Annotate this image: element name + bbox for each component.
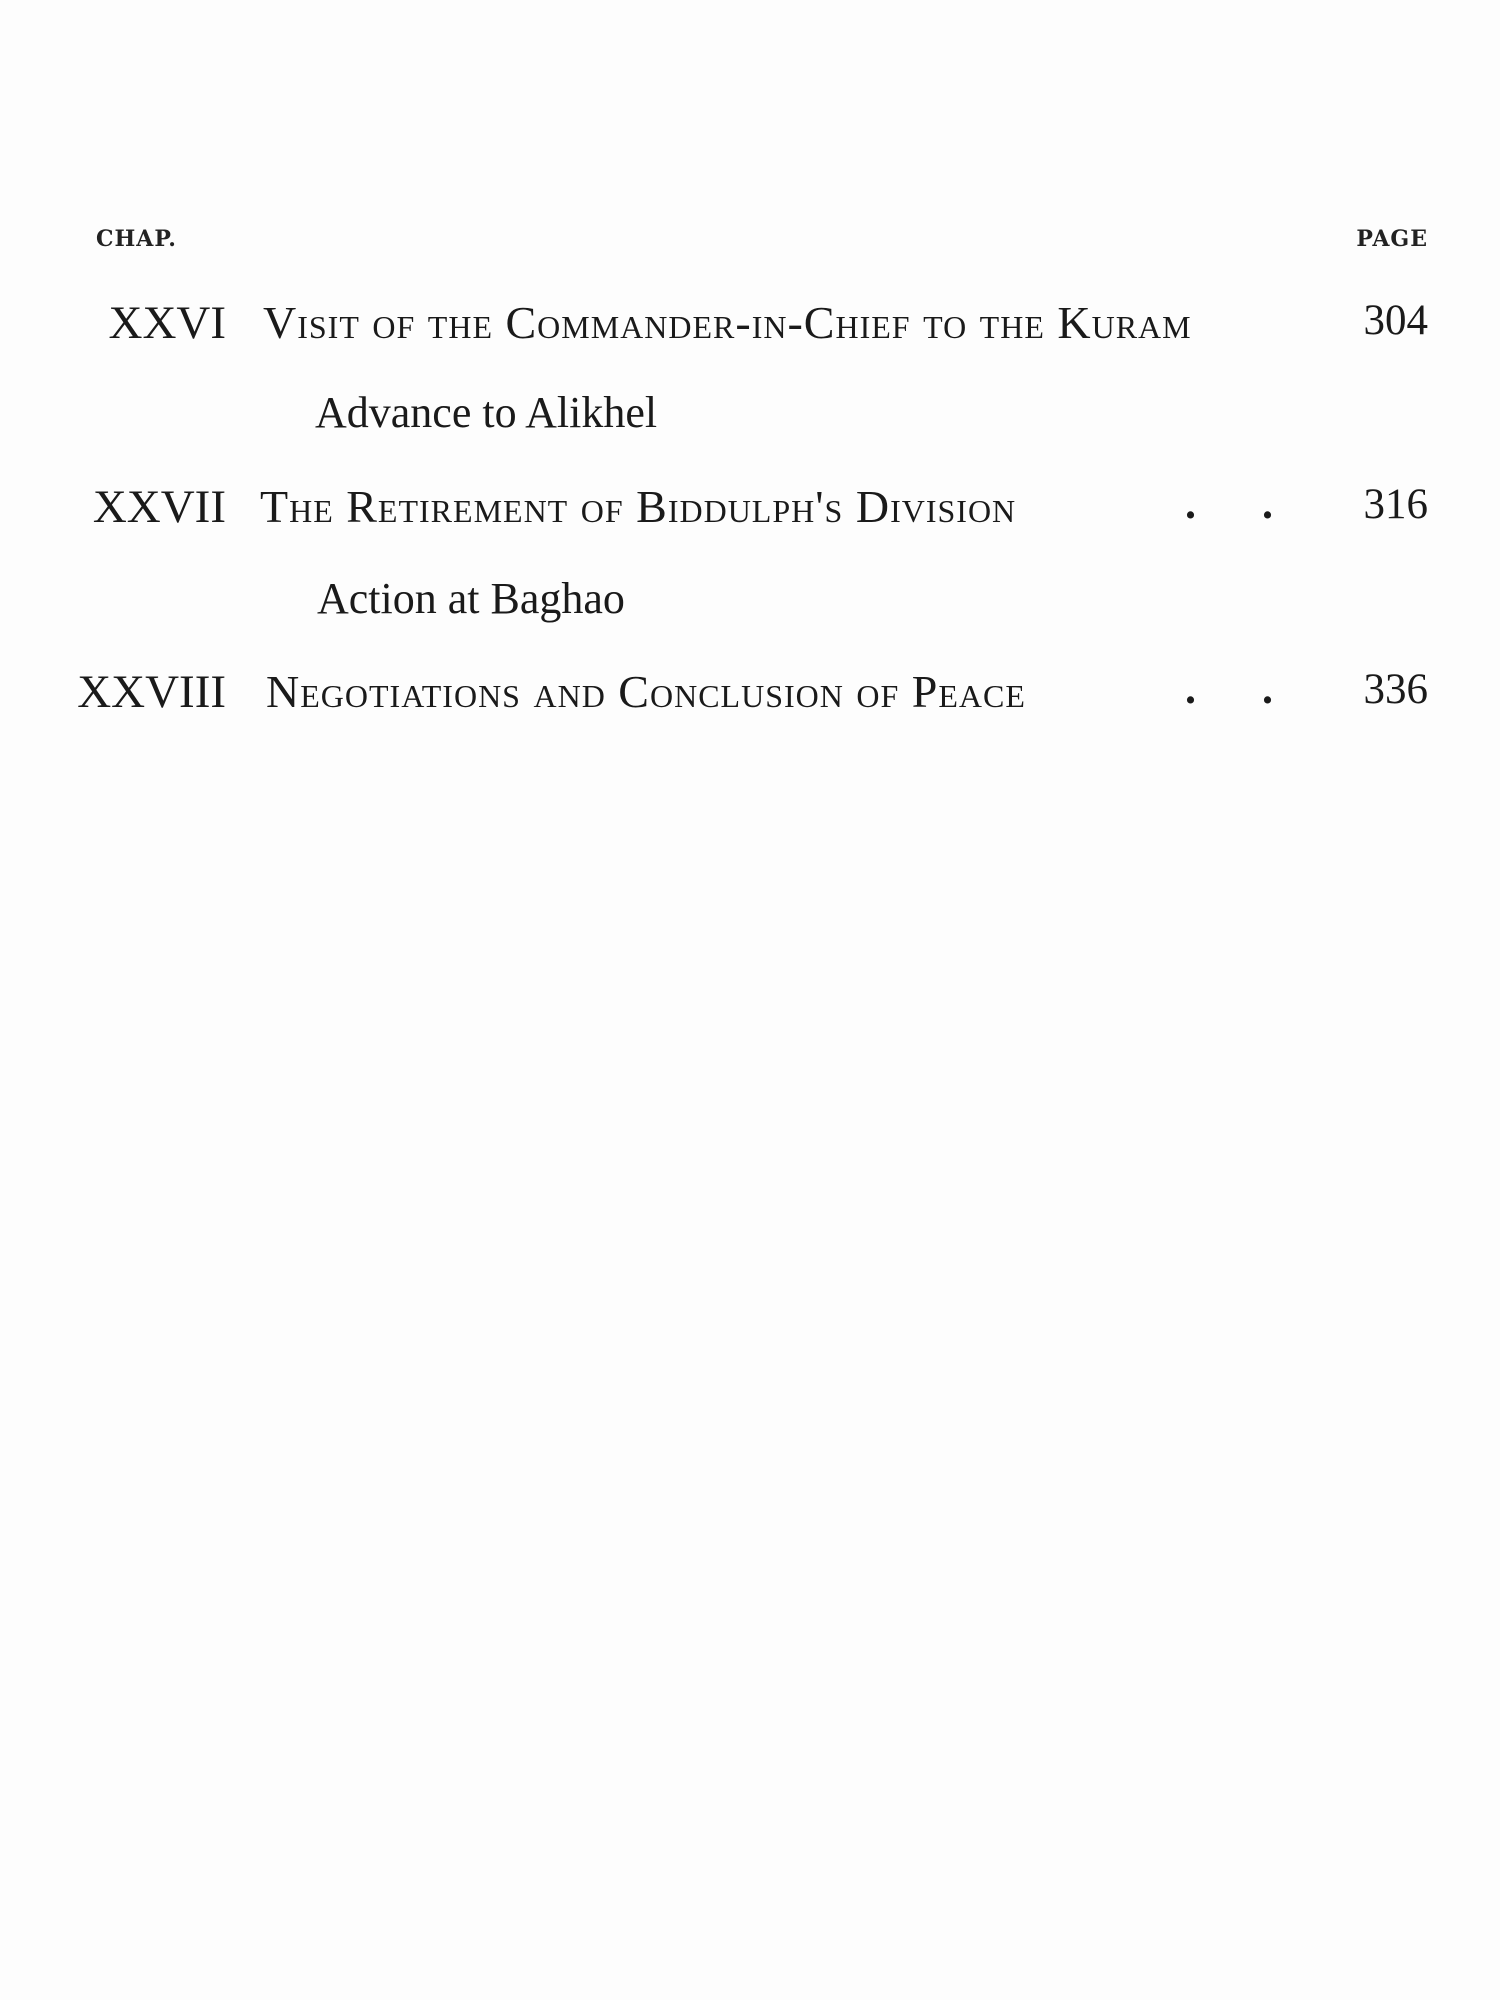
- page-column-header: PAGE: [1356, 226, 1428, 252]
- chap-column-header: CHAP.: [96, 226, 177, 252]
- chapter-title: Visit of the Commander-in-Chief to the Kuram: [263, 297, 1192, 348]
- chapter-subtitle: Advance to Alikhel: [315, 388, 658, 437]
- page-number: 304: [1363, 297, 1428, 344]
- dot-leader: . .: [1185, 664, 1273, 713]
- page-number: 336: [1363, 666, 1428, 713]
- dot-leader: . .: [1185, 479, 1273, 528]
- chapter-numeral: XXVIII: [77, 666, 226, 718]
- chapter-title: Negotiations and Conclusion of Peace: [266, 666, 1026, 717]
- chapter-numeral: XXVII: [92, 481, 226, 533]
- chapter-numeral: XXVI: [108, 297, 226, 349]
- chapter-subtitle: Action at Baghao: [317, 574, 625, 623]
- page-number: 316: [1363, 481, 1428, 528]
- chapter-title: The Retirement of Biddulph's Division: [260, 481, 1017, 532]
